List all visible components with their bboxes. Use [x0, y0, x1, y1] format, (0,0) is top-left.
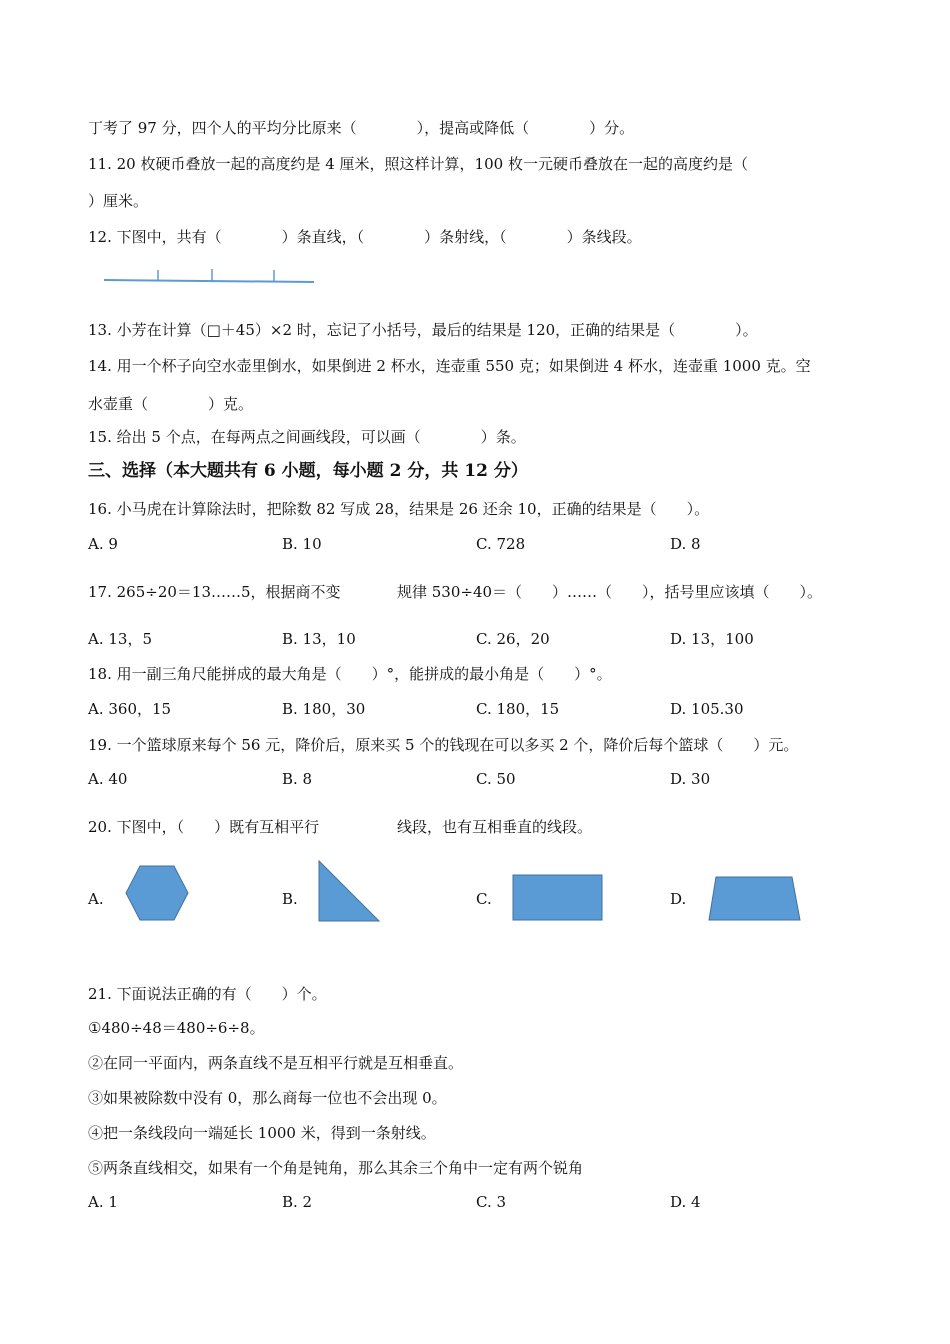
q21-statement-1: ①480÷48＝480÷6÷8。 — [88, 1019, 265, 1037]
q17-option-a[interactable]: A. 13，5 — [88, 630, 152, 648]
q14-text-line1: 14. 用一个杯子向空水壶里倒水，如果倒进 2 杯水，连壶重 550 克；如果倒进 4 杯水，连壶重 1000 克。空 — [88, 357, 811, 375]
q12-text: 12. 下图中，共有（ ）条直线，（ ）条射线，（ ）条线段。 — [88, 228, 642, 246]
q20-option-c[interactable]: C. — [476, 890, 492, 908]
q21-option-d[interactable]: D. 4 — [670, 1193, 701, 1211]
q19-option-d[interactable]: D. 30 — [670, 770, 711, 788]
q15-text: 15. 给出 5 个点，在每两点之间画线段，可以画（ ）条。 — [88, 428, 526, 446]
q21-statement-4: ④把一条线段向一端延长 1000 米，得到一条射线。 — [88, 1124, 436, 1142]
q21-option-b[interactable]: B. 2 — [282, 1193, 313, 1211]
q20-text-part2: 线段，也有互相垂直的线段。 — [397, 818, 593, 836]
q21-text: 21. 下面说法正确的有（ ）个。 — [88, 985, 327, 1003]
q21-option-c[interactable]: C. 3 — [476, 1193, 507, 1211]
q16-option-d[interactable]: D. 8 — [670, 535, 701, 553]
q17-option-b[interactable]: B. 13，10 — [282, 630, 356, 648]
q20-option-b[interactable]: B. — [282, 890, 298, 908]
q21-statement-3: ③如果被除数中没有 0，那么商每一位也不会出现 0。 — [88, 1089, 447, 1107]
q17-option-c[interactable]: C. 26，20 — [476, 630, 550, 648]
q17-text-part1: 17. 265÷20＝13……5，根据商不变 — [88, 583, 341, 601]
q19-option-b[interactable]: B. 8 — [282, 770, 313, 788]
q16-option-b[interactable]: B. 10 — [282, 535, 322, 553]
q21-statement-2: ②在同一平面内，两条直线不是互相平行就是互相垂直。 — [88, 1054, 464, 1072]
q18-text: 18. 用一副三角尺能拼成的最大角是（ ）°，能拼成的最小角是（ ）°。 — [88, 665, 612, 683]
q20-option-a[interactable]: A. — [88, 890, 104, 908]
q17-option-d[interactable]: D. 13，100 — [670, 630, 754, 648]
q19-text: 19. 一个篮球原来每个 56 元，降价后，原来买 5 个的钱现在可以多买 2 个，降价后每个篮球（ ）元。 — [88, 736, 799, 754]
q11-text-line1: 11. 20 枚硬币叠放一起的高度约是 4 厘米，照这样计算，100 枚一元硬币叠放在一起的高度约是（ — [88, 155, 748, 173]
q18-option-b[interactable]: B. 180，30 — [282, 700, 366, 718]
q18-option-c[interactable]: C. 180，15 — [476, 700, 560, 718]
section3-heading: 三、选择（本大题共有 6 小题，每小题 2 分，共 12 分） — [88, 461, 528, 481]
q18-option-a[interactable]: A. 360，15 — [88, 700, 172, 718]
figure-main-line — [104, 280, 314, 282]
q20-option-d[interactable]: D. — [670, 890, 687, 908]
q16-option-c[interactable]: C. 728 — [476, 535, 526, 553]
q20-text-part1: 20. 下图中，（ ）既有互相平行 — [88, 818, 320, 836]
q11-text-line2: ）厘米。 — [88, 192, 149, 210]
q19-option-a[interactable]: A. 40 — [88, 770, 128, 788]
q10-tail-text: 丁考了 97 分，四个人的平均分比原来（ ），提高或降低（ ）分。 — [88, 119, 635, 137]
q19-option-c[interactable]: C. 50 — [476, 770, 516, 788]
q13-text: 13. 小芳在计算（□＋45）×2 时，忘记了小括号，最后的结果是 120，正确的结果是（ ）。 — [88, 321, 758, 339]
q16-text: 16. 小马虎在计算除法时，把除数 82 写成 28，结果是 26 还余 10，正确的结果是（ ）。 — [88, 500, 710, 518]
q21-statement-5: ⑤两条直线相交，如果有一个角是钝角，那么其余三个角中一定有两个锐角 — [88, 1159, 584, 1177]
right-triangle-shape — [318, 860, 380, 922]
q21-option-a[interactable]: A. 1 — [88, 1193, 118, 1211]
hexagon-shape — [125, 865, 189, 921]
q17-text-part2: 规律 530÷40＝（ ）……（ ），括号里应该填（ ）。 — [397, 583, 823, 601]
trapezoid-shape — [708, 876, 802, 922]
q12-line-figure — [104, 266, 316, 286]
q14-text-line2: 水壶重（ ）克。 — [88, 395, 254, 413]
rectangle-shape — [512, 874, 604, 922]
q18-option-d[interactable]: D. 105.30 — [670, 700, 744, 718]
q16-option-a[interactable]: A. 9 — [88, 535, 118, 553]
